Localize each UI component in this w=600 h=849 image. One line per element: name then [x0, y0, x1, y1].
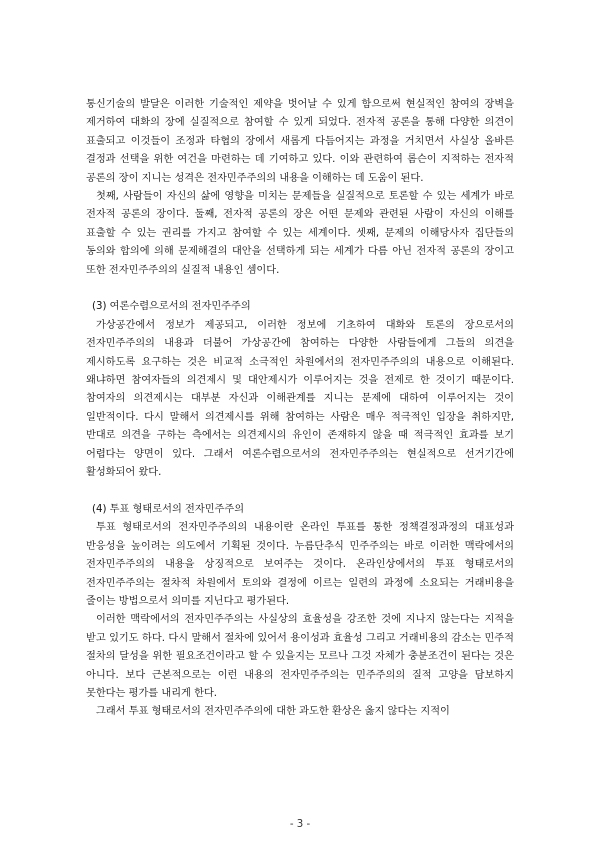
section-4-paragraph-1: 투표 형태로서의 전자민주주의의 내용이란 온라인 투표를 통한 정책결정과정의 대표성과 반응성을 높이려는 의도에서 기획된 것이다. 누름단추식 민주주의는 바로 이러한 맥락에서의 전자민주주의의 내용을 상징적으로 보여주는 것이다. 온라인상에서의 투표 형태로서의 전자민주주의는 절차적 차원에서 토의와 결정에 이르는 일련의 과정에 소요되는 거래비용을 줄이는 방법으로서 의미를 지닌다고 평가된다. [86, 522, 514, 607]
section-4-paragraph-2: 이러한 맥락에서의 전자민주주의는 사실상의 효율성을 강조한 것에 지나지 않는다는 지적을 받고 있기도 하다. 다시 말해서 절차에 있어서 용이성과 효율성 그리고 거래비용의 감소는 민주적 절차의 달성을 위한 필요조건이라고 할 수 있을지는 모르나 그것 자체가 충분조건이 된다는 것은 아니다. 보다 근본적으로는 이런 내용의 전자민주주의는 민주주의의 질적 고양을 담보하지 못한다는 평가를 내리게 한다. [86, 614, 514, 699]
page-number: - 3 - [289, 819, 311, 830]
section-4-paragraph-3: 그래서 투표 형태로서의 전자민주주의에 대한 과도한 환상은 옳지 않다는 지적이 [96, 706, 450, 718]
section-spacer [86, 280, 514, 298]
section-3-paragraph-1: 가상공간에서 정보가 제공되고, 이러한 정보에 기초하여 대화와 토론의 장으로서의 전자민주주의의 내용과 더불어 가상공간에 참여하는 다양한 사람들에게 그들의 의견을 제시하도록 요구하는 것은 비교적 소극적인 차원에서의 전자민주주의의 내용으로 이해된다. 왜냐하면 참여자들의 의견제시 및 대안제시가 이루어지는 것을 전제로 한 것이기 때문이다. 참여자의 의견제시는 대부분 자신과 이해관계를 지니는 문제에 대하여 이루어지는 것이 일반적이다. 다시 말해서 의견제시를 위해 참여하는 사람은 매우 적극적인 입장을 취하지만, 반대로 의견을 구하는 측에서는 의견제시의 유인이 존재하지 않을 때 적극적인 효과를 보기 어렵다는 양면이 있다. 그래서 여론수렴으로서의 전자민주주의는 현실적으로 선거기간에 활성화되어 왔다. [86, 319, 514, 479]
section-4-heading: (4) 투표 형태로서의 전자민주주의 [92, 503, 245, 515]
document-body [86, 96, 514, 722]
paragraph-intro-1: 통신기술의 발달은 이러한 기술적인 제약을 벗어날 수 있게 함으로써 현실적인 참여의 장벽을 제거하여 대화의 장에 실질적으로 참여할 수 있게 되었다. 전자적 공론을 통해 다양한 의견이 표출되고 이것들이 조정과 타협의 장에서 새롭게 다듬어지는 과정을 거치면서 사실상 올바른 결정과 선택을 위한 여건을 마련하는 데 기여하고 있다. 이와 관련하여 롬슨이 지적하는 전자적 공론의 장이 지니는 성격은 전자민주주의의 내용을 이해하는 데 도움이 된다. [86, 99, 514, 184]
paragraph-intro-2: 첫째, 사람들이 자신의 삶에 영향을 미치는 문제들을 실질적으로 토론할 수 있는 세계가 바로 전자적 공론의 장이다. 둘째, 전자적 공론의 장은 어떤 문제와 관련된 사람이 자신의 이해를 표출할 수 있는 권리를 가지고 참여할 수 있는 세계이다. 셋째, 문제의 이해당사자 집단들의 동의와 합의에 의해 문제해결의 대안을 선택하게 되는 세계가 다름 아닌 전자적 공론의 장이고 또한 전자민주주의의 실질적 내용인 셈이다. [86, 191, 514, 276]
section-spacer [86, 483, 514, 501]
section-3-heading: (3) 여론수렴으로서의 전자민주주의 [92, 301, 251, 313]
